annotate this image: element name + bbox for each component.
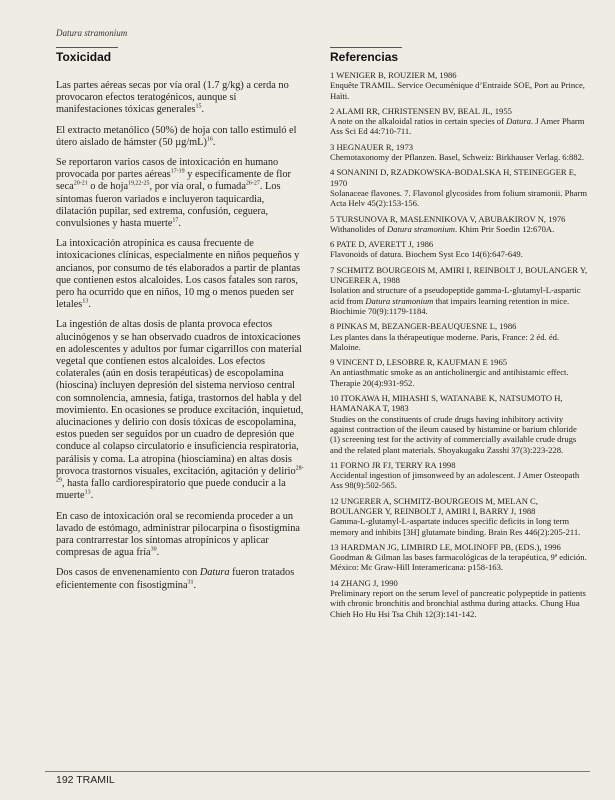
reference-entry: [330, 214, 588, 235]
reference-authors: 14 ZHANG J, 1990: [330, 577, 398, 588]
citation-superscript: 13: [82, 298, 89, 305]
toxicity-column: [56, 50, 304, 600]
reference-citation: [330, 470, 588, 491]
text-run: Enquête TRAMIL. Service Oecuménique d’Entraide SOE, Port au Prince, Haïti.: [330, 80, 585, 101]
reference-entry: [330, 70, 588, 101]
reference-citation: [330, 152, 588, 162]
text-run: A note on the alkaloidal ratios in certain species of: [330, 116, 507, 127]
text-run: La intoxicación atropínica es causa frecuente de intoxicaciones clínicas, especialmente en niños pequeños y ancianos, por consumo de tés elaborados a partir de plantas que contienen estos alcaloides. Los casos fatales son raros, pero ha ocurrido que en niños, 10 mg o menos pueden ser letales: [56, 238, 301, 311]
text-run: .: [193, 579, 197, 591]
reference-authors: 11 FORNO JR FJ, TERRY RA 1998: [330, 459, 456, 470]
reference-entry: [330, 106, 588, 137]
text-run: Gamma-L-glutamyl-L-aspartate induces specific deficits in long term memory and inhibits [3H] glutamate binding. Brain Res 446(2):205-211.: [330, 516, 581, 537]
toxicity-heading: Toxicidad: [56, 50, 112, 64]
text-run: En caso de intoxicación oral se recomienda proceder a un lavado de estómago, administrar pilocarpina o fisostigmina para contrarrestar los síntomas atropínicos y aplicar compresas de agua fría: [56, 510, 300, 559]
reference-entry: [330, 496, 588, 537]
reference-authors: 9 VINCENT D, LESOBRE R, KAUFMAN E 1965: [330, 357, 508, 368]
reference-citation: [330, 332, 588, 353]
text-run: Withanolides of: [330, 223, 387, 234]
reference-authors: 12 UNGERER A, SCHMITZ-BOURGEOIS M, MELAN C, BOULANGER Y, REINBOLT J, AMIRI I, BARRY J, 1988: [330, 495, 538, 516]
reference-entry: [330, 357, 588, 388]
citation-superscript: 17-19: [170, 168, 185, 175]
text-run: Dos casos de envenenamiento con: [56, 567, 200, 579]
citation-superscript: 28-29: [56, 465, 304, 484]
text-run: Accidental ingestion of jimsonweed by an adolescent. J Amer Osteopath Ass 98(9):502-565.: [330, 470, 580, 491]
toxicity-paragraph: [56, 567, 304, 591]
citation-superscript: 20-21: [73, 181, 88, 187]
citation-superscript: 30: [150, 546, 157, 553]
reference-entry: [330, 167, 588, 208]
text-run: La ingestión de altas dosis de planta provoca efectos alucinógenos y se han observado cuadros de intoxicaciones en adolescentes y adultos por fumar cigarrillos con material vegetal que contienen estos alcaloides. Los efectos colaterales (aún en dosis terapéuticas) de escopolamina (hioscina) incluyen depresión del sistema nervioso central con somnolencia, amnesia, fatiga, trastornos del habla y del movimiento. En ocasiones se produce excitación, inquietud, alucinaciones y delirio con dosis tóxicas de escopolamina, estos pueden ser seguidos por un cuadro de depresión que conduce al colapso circulatorio e insuficiencia respiratoria, parálisis y coma. La atropina (hiosciamina) en altas dosis provoca trastornos visuales, excitación, agitación y delirio: [56, 319, 304, 477]
reference-authors: 8 PINKAS M, BEZANGER-BEAUQUESNE L, 1986: [330, 321, 517, 332]
text-run: fueron tratados eficientemente con fisostigmina: [56, 567, 295, 591]
reference-citation: [330, 367, 588, 388]
references-column: [330, 50, 588, 624]
reference-authors: 10 ITOKAWA H, MIHASHI S, WATANABE K, NATSUMOTO H, HAMANAKA T, 1983: [330, 393, 563, 414]
reference-authors: 1 WENIGER B, ROUZIER M, 1986: [330, 70, 457, 80]
text-run: , por vía oral, o fumada: [149, 181, 246, 193]
text-run: Studies on the constituents of crude drugs having inhibitory activity against contraction of the ileum caused by histamine or barium chloride (1) screening test for the activity of commercially available crude drugs and the related plant materials. Shoyakugaku Zasshi 37(3):223-228.: [330, 413, 577, 455]
citation-superscript: 26-27: [245, 181, 260, 187]
text-run: .: [90, 490, 94, 502]
text-run: o de hoja: [87, 181, 129, 193]
reference-authors: 3 HEGNAUER R, 1973: [330, 141, 414, 152]
toxicity-paragraph: [56, 80, 304, 117]
reference-entry: [330, 142, 588, 163]
text-run: Isolation and structure of a pseudopeptide gamma-L-glutamyl-L-aspartic acid from: [330, 285, 581, 306]
reference-authors: 5 TURSUNOVA R, MASLENNIKOVA V, ABUBAKIROV N, 1976: [330, 213, 566, 224]
text-run: .: [178, 218, 181, 230]
text-run: Las partes aéreas secas por vía oral (1.7 g/kg) a cerda no provocaron efectos teratogénicos, aunque sí manifestaciones tóxicas generales: [56, 80, 289, 116]
italic-term: Datura stramonium: [386, 223, 455, 234]
text-run: , hasta fallo cardiorespiratorio que puede conducir a la muerte: [56, 478, 286, 502]
reference-citation: [330, 80, 588, 101]
text-run: Chemotaxonomy der Pflanzen. Basel, Schweiz: Birkhauser Verlag. 6:882.: [330, 152, 585, 163]
toxicity-paragraph: [56, 238, 304, 311]
text-run: Goodman & Gilman las bases farmacológicas de la terapéutica, 9ª edición. México: Mc Graw-Hill Interamericana: p158-163.: [330, 552, 587, 573]
text-run: .: [156, 547, 160, 559]
page-footer: 192 TRAMIL: [56, 774, 115, 786]
reference-authors: 13 HARDMAN JG, LIMBIRD LE, MOLINOFF PB, (EDS.), 1996: [330, 541, 561, 552]
toxicity-text: [56, 80, 304, 592]
footer-rule: [45, 771, 590, 772]
citation-superscript: 31: [187, 579, 194, 586]
text-run: El extracto metanólico (50%) de hoja con tallo estimuló el útero aislado de hámster (50 µg/mL): [56, 124, 297, 148]
citation-superscript: 13: [84, 489, 91, 496]
italic-term: Datura: [506, 116, 531, 127]
references-heading: Referencias: [330, 50, 399, 64]
text-run: . Khim Prir Soedin 12:670A.: [454, 223, 555, 234]
toxicity-paragraph: [56, 157, 304, 230]
citation-superscript: 17: [172, 217, 179, 224]
italic-term: Datura stramonium: [365, 295, 434, 306]
reference-citation: [330, 285, 588, 316]
italic-term: Datura: [199, 567, 230, 579]
text-run: . J Amer Pharm Ass Sci Ed 44:710-711.: [330, 116, 585, 137]
running-head: Datura stramonium: [56, 28, 128, 38]
reference-citation: [330, 249, 588, 259]
reference-citation: [330, 116, 588, 137]
text-run: Flavonoids of datura. Biochem Syst Eco 14(6):647-649.: [330, 249, 523, 260]
citation-superscript: 19,22-25: [128, 181, 150, 187]
toxicity-paragraph: [56, 511, 304, 560]
reference-entry: [330, 239, 588, 260]
citation-superscript: 15: [195, 103, 202, 110]
reference-entry: [330, 321, 588, 352]
reference-authors: 7 SCHMITZ BOURGEOIS M, AMIRI I, REINBOLT J, BOULANGER Y, UNGERER A, 1988: [330, 264, 588, 286]
reference-citation: [330, 552, 588, 573]
reference-list: [330, 70, 588, 619]
text-run: . Los síntomas fueron variados e incluyeron taquicardia, dilatación pupilar, sed extrema, confusión, ceguera, convulsiones y hasta muerte: [56, 181, 281, 230]
reference-entry: [330, 578, 588, 619]
text-run: .: [88, 299, 91, 311]
reference-entry: [330, 393, 588, 455]
text-run: that impairs learning retention in mice. Biochimie 70(9):1179-1184.: [330, 295, 570, 316]
text-run: Les plantes dans la thérapeutique moderne. Paris, France: 2 éd. éd. Maloine.: [330, 331, 560, 352]
reference-entry: [330, 542, 588, 573]
toxicity-paragraph: [56, 125, 304, 149]
section-rule-right: [330, 47, 402, 48]
reference-citation: [330, 588, 588, 619]
text-run: Solanaceae flavones. 7. Flavonol glycosides from folium stramonii. Pharm Acta Helv 45(2):153-156.: [330, 187, 588, 209]
text-run: An antiasthmatic smoke as an anticholinergic and antihistamic effect. Therapie 20(4):931-952.: [330, 367, 569, 388]
reference-authors: 4 SONANINI D, RZADKOWSKA-BODALSKA H, STEINEGGER E, 1970: [330, 167, 577, 188]
reference-entry: [330, 460, 588, 491]
reference-authors: 6 PATE D, AVERETT J, 1986: [330, 239, 434, 250]
reference-citation: [330, 414, 588, 455]
text-run: Se reportaron varios casos de intoxicación en humano provocada por partes aéreas: [56, 157, 279, 181]
reference-citation: [330, 188, 588, 209]
reference-citation: [330, 224, 588, 234]
reference-citation: [330, 516, 588, 537]
reference-authors: 2 ALAMI RR, CHRISTENSEN BV, BEAL JL, 1955: [330, 105, 512, 116]
toxicity-paragraph: [56, 319, 304, 502]
text-run: Preliminary report on the serum level of pancreatic polypeptide in patients with chronic bronchitis and bronchial asthma during attacks. Chung Hua Chieh Ho Hu Hsi Tsa Chih 12(3):141-142.: [330, 588, 586, 619]
text-run: .: [212, 136, 216, 148]
section-rule-left: [56, 47, 118, 48]
citation-superscript: 16: [206, 136, 213, 143]
text-run: y específicamente de flor seca: [56, 169, 291, 193]
reference-entry: [330, 265, 588, 316]
text-run: .: [201, 104, 205, 116]
